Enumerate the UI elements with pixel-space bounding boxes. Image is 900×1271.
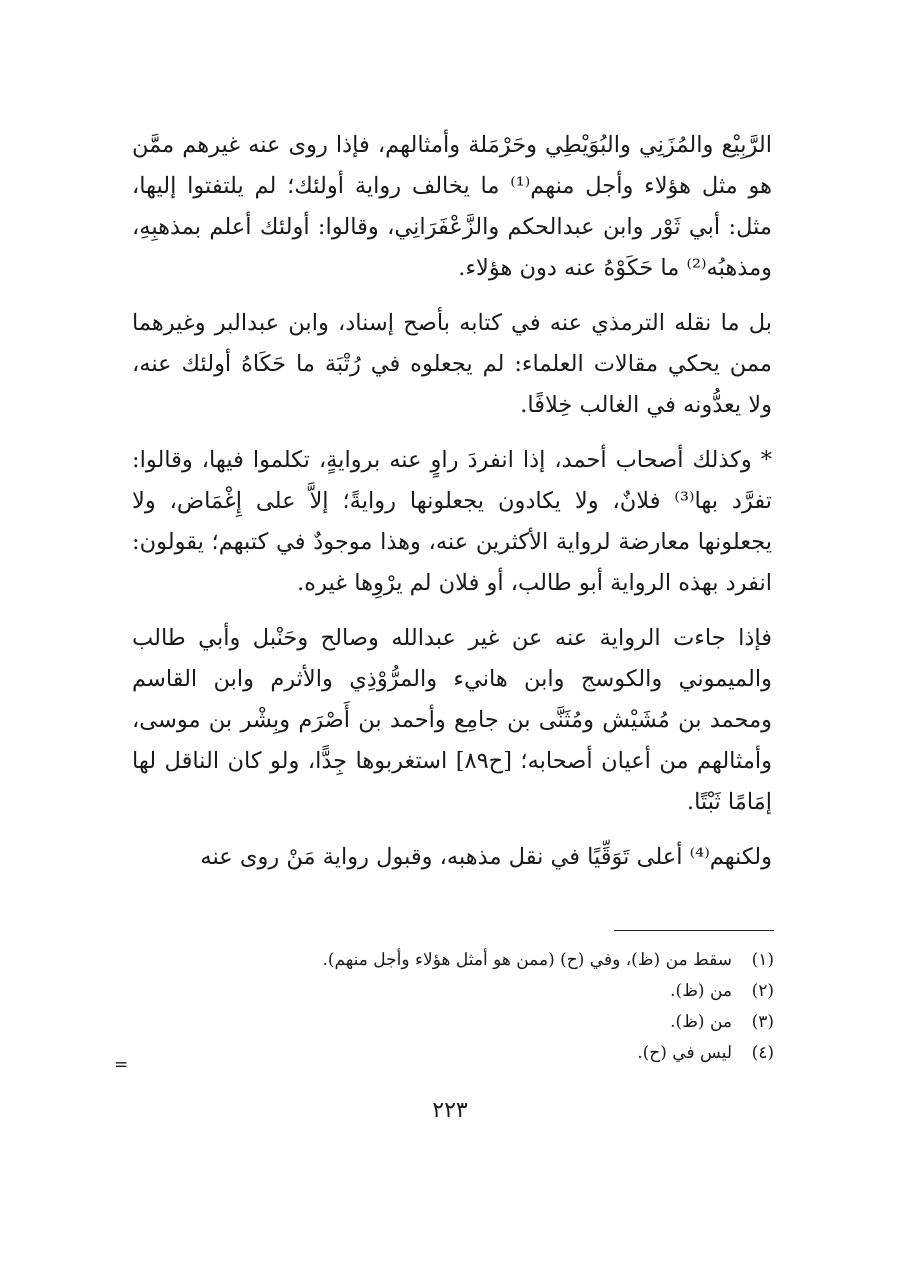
- footnote-text: من (ظ).: [670, 981, 732, 1001]
- paragraph-2: بل ما نقله الترمذي عنه في كتابه بأصح إسناد، وابن عبدالبر وغيرهما ممن يحكي مقالات العلماء: لم يجعلوه في رُتْبَة ما حَكَاهُ أولئك عنه، ولا يعدُّونه في الغالب خِلافًا.: [132, 310, 772, 418]
- footnotes: [132, 945, 774, 1069]
- paragraph-3: * وكذلك أصحاب أحمد، إذا انفردَ راوٍ عنه بروايةٍ، تكلموا فيها، وقالوا: تفرَّد بها⁽³⁾ فلانٌ، ولا يكادون يجعلونها روايةً؛ إلاَّ على إِغْمَاض، ولا يجعلونها معارضة لرواية الأكثرين عنه، وهذا موجودٌ في كتبهم؛ يقولون: انفرد بهذه الرواية أبو طالب، أو فلان لم يرْوِها غيره.: [132, 447, 772, 596]
- main-text: [132, 125, 772, 892]
- footnote-3: [132, 1007, 774, 1038]
- footnote-number: (٤): [751, 1043, 774, 1063]
- page-number: ٢٢٣: [432, 1098, 468, 1123]
- paragraph-5: ولكنهم⁽⁴⁾ أعلى تَوَقِّيًا في نقل مذهبه، وقبول رواية مَنْ روى عنه: [200, 844, 772, 870]
- footnote-separator: [614, 930, 774, 931]
- footnote-4: [132, 1038, 774, 1069]
- footnote-text: ليس في (ح).: [637, 1043, 732, 1063]
- footnote-number: (١): [751, 950, 774, 970]
- paragraph-4: فإذا جاءت الرواية عنه عن غير عبدالله وصالح وحَنْبل وأبي طالب والميموني والكوسج وابن هانيء والمرُّوْذِي والأثرم وابن القاسم ومحمد بن مُشَيْش ومُثَنَّى بن جامِع وأحمد بن أَصْرَم وبِشْر بن موسى، وأمثالهم من أعيان أصحابه؛ [ح٨٩] استغربوها جِدًّا، ولو كان الناقل لها إمَامًا ثَبْتًا.: [132, 625, 772, 815]
- paragraph-1: الرَّبِيْع والمُزَنِي والبُوَيْطِي وحَرْمَلة وأمثالهم، فإذا روى عنه غيرهم ممَّن هو مثل هؤلاء وأجل منهم⁽¹⁾ ما يخالف رواية أولئك؛ لم يلتفتوا إليها، مثل: أبي ثَوْر وابن عبدالحكم والزَّعْفَرَانِي، وقالوا: أولئك أعلم بمذهبِهِ، ومذهبُه⁽²⁾ ما حَكَوْهُ عنه دون هؤلاء.: [132, 132, 772, 281]
- continuation-mark: =: [114, 1055, 129, 1075]
- footnote-text: من (ظ).: [670, 1012, 732, 1032]
- footnote-2: [132, 976, 774, 1007]
- footnote-number: (٣): [751, 1012, 774, 1032]
- footnote-number: (٢): [751, 981, 774, 1001]
- footnote-1: [132, 945, 774, 976]
- footnote-text: سقط من (ظ)، وفي (ح) (ممن هو أمثل هؤلاء وأجل منهم).: [322, 950, 732, 970]
